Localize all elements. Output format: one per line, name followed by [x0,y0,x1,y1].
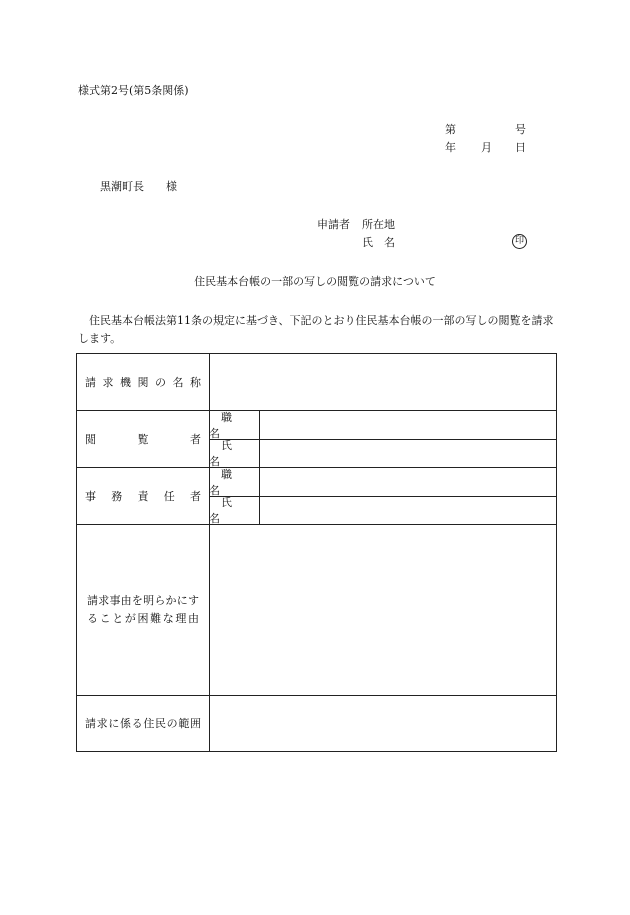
body-text: 住民基本台帳法第11条の規定に基づき、下記のとおり住民基本台帳の一部の写しの閲覧を請求します。 [78,314,554,345]
officer-name-label: 氏名 [209,496,244,525]
applicant-label: 申請者 [317,218,350,231]
doc-no-prefix: 第 [445,123,456,136]
requesting-org-text: 請求機関の名称 [85,376,201,389]
scope-label [77,695,209,751]
applicant-name-label: 氏名 [362,236,406,249]
officer-title-label: 職名 [209,467,244,497]
viewer-name-label: 氏名 [209,439,244,468]
address-label: 所在地 [362,218,395,231]
viewer-label [77,410,209,467]
scope-text: 請求に係る住民の範囲 [85,717,201,730]
sub-row-divider [209,496,556,497]
doc-no-suffix: 号 [515,123,526,136]
requesting-org-label [77,354,209,410]
viewer-text: 閲覧者 [85,432,201,446]
viewer-title-label: 職名 [209,410,244,440]
document-title: 住民基本台帳の一部の写しの閲覧の請求について [194,275,436,288]
addressee [100,181,177,192]
officer-label [77,467,209,524]
seal-icon: 印 [512,234,527,249]
addressee-honorific: 様 [166,180,177,193]
date-year: 年 [445,141,456,154]
officer-text: 事務責任者 [85,489,201,503]
date-month: 月 [481,141,492,154]
reason-text: 請求事由を明らかにすることが困難な理由 [87,593,199,625]
reason-label [77,524,209,695]
form-number: 様式第2号(第5条関係) [78,84,189,97]
addressee-name: 黒潮町長 [100,180,144,193]
sub-row-divider [209,439,556,440]
date-day: 日 [515,141,526,154]
request-form-table [76,353,557,752]
sub-column-divider [259,410,260,524]
